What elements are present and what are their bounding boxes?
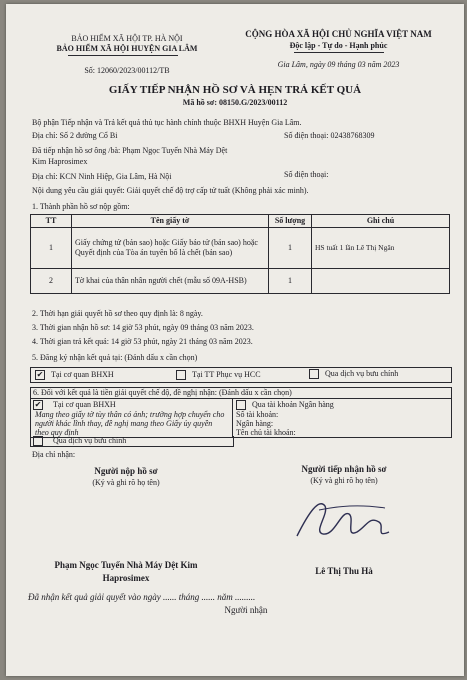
result-received-date: Đã nhận kết quả giải quyết vào ngày ...... tháng ...... năm .........: [28, 592, 256, 602]
section-1-heading: 1. Thành phần hồ sơ nộp gồm:: [32, 202, 130, 211]
option-label: Tại TT Phục vụ HCC: [192, 370, 261, 379]
option-label: Qua tài khoản Ngân hàng: [252, 400, 334, 409]
checked-icon: ✔: [34, 400, 42, 410]
row-tt: 2: [31, 269, 72, 294]
doc-number: Số: 12060/2023/00112/TB: [84, 66, 170, 75]
office-address: Địa chỉ: Số 2 đường Cổ Bi: [32, 131, 118, 140]
bank-label: Ngân hàng:: [236, 419, 274, 428]
checkbox-icon: [309, 369, 319, 379]
header-name: Tên giấy tờ: [72, 215, 269, 228]
applicant-address: Địa chỉ: KCN Ninh Hiệp, Gia Lâm, Hà Nội: [32, 172, 172, 181]
divider: [232, 399, 233, 437]
documents-table: [30, 214, 450, 294]
section-6-heading-box: [30, 387, 452, 398]
return-time: 4. Thời gian trả kết quả: 14 giờ 53 phút, ngày 21 tháng 03 năm 2023.: [32, 337, 253, 346]
header-note: Ghi chú: [312, 215, 450, 228]
applicant-name: Đã tiếp nhận hồ sơ ông /bà: Phạm Ngọc Tuyến Nhà Máy Dệt: [32, 146, 228, 155]
receive-address: Địa chỉ nhận:: [32, 450, 76, 459]
office-phone: Số điện thoại: 02438768309: [284, 131, 375, 140]
applicant-phone: Số điện thoại:: [284, 170, 329, 179]
section-5-heading: 5. Đăng ký nhận kết quả tại: (Đánh dấu x cần chọn): [32, 353, 198, 362]
file-code: Mã hồ sơ: 08150.G/2023/00112: [182, 98, 288, 107]
divider: [68, 55, 178, 56]
header-qty: Số lượng: [269, 215, 312, 228]
pickup-options-box: [30, 367, 452, 383]
option6-note: Mang theo giấy tờ tùy thân có ảnh; trường hợp chuyển cho người khác lĩnh thay, đề nghị mang theo Giấy ủy quyền theo quy định: [35, 410, 225, 437]
receiver-name: Lê Thị Thu Hà: [315, 566, 373, 576]
receiver-title: Người tiếp nhận hồ sơ: [301, 464, 387, 474]
option6-post[interactable]: [33, 436, 126, 446]
payment-options-box: [30, 398, 452, 438]
option6-bhxh[interactable]: [33, 400, 116, 410]
applicant-name-cont: Kim Haprosimex: [32, 157, 88, 166]
checked-icon: ✔: [36, 370, 44, 380]
checkbox-icon: [176, 370, 186, 380]
submitter-name-cont: Haprosimex: [102, 573, 150, 583]
row-note: [312, 269, 450, 294]
processing-duration: 2. Thời hạn giải quyết hồ sơ theo quy định là: 8 ngày.: [32, 309, 203, 318]
option6-post-box: [30, 436, 234, 447]
account-number-label: Số tài khoản:: [236, 410, 279, 419]
org-name-district: BẢO HIỂM XÃ HỘI HUYỆN GIA LÂM: [56, 44, 198, 53]
option-label: Tại cơ quan BHXH: [51, 370, 114, 379]
receiver-note: (Ký và ghi rõ họ tên): [310, 476, 378, 485]
option-label: Qua dịch vụ bưu chính: [53, 436, 127, 445]
section-6-heading: 6. Đối với kết quả là tiền giải quyết chế độ, đề nghị nhận: (Đánh dấu x cần chọn): [33, 388, 292, 397]
row-qty: 1: [269, 269, 312, 294]
row-qty: 1: [269, 228, 312, 269]
table-header-row: [31, 215, 450, 228]
row-name: Giấy chứng tử (bản sao) hoặc Giấy báo tử (bản sao) hoặc Quyết định của Tòa án tuyên bố là chết (bản sao): [72, 228, 269, 269]
account-name-label: Tên chủ tài khoản:: [236, 428, 296, 437]
country-name: CỘNG HÒA XÃ HỘI CHỦ NGHĨA VIỆT NAM: [245, 29, 432, 39]
option-bhxh[interactable]: [35, 370, 114, 380]
row-name: Tờ khai của thân nhân người chết (mẫu số 09A-HSB): [72, 269, 269, 294]
option-label: Qua dịch vụ bưu chính: [325, 369, 399, 378]
row-note: HS tuất 1 lần Lê Thị Ngân: [312, 228, 450, 269]
request-content: Nội dung yêu cầu giải quyết: Giải quyết chế độ trợ cấp tử tuất (Không phải xác minh).: [32, 186, 309, 195]
issue-date: Gia Lâm, ngày 09 tháng 03 năm 2023: [277, 60, 400, 69]
document-page: [6, 4, 464, 676]
table-row: [31, 228, 450, 269]
signature-icon: [289, 492, 399, 552]
motto: Độc lập - Tự do - Hạnh phúc: [289, 41, 388, 50]
table-row: [31, 269, 450, 294]
row-tt: 1: [31, 228, 72, 269]
recipient-label: Người nhận: [224, 605, 268, 615]
option-label: Tại cơ quan BHXH: [53, 400, 116, 409]
option6-bank[interactable]: [236, 400, 334, 410]
received-time: 3. Thời gian nhận hồ sơ: 14 giờ 53 phút, ngày 09 tháng 03 năm 2023.: [32, 323, 254, 332]
checkbox-icon: [33, 436, 43, 446]
checkbox-icon: [236, 400, 246, 410]
doc-title: GIẤY TIẾP NHẬN HỒ SƠ VÀ HẸN TRẢ KẾT QUẢ: [108, 84, 362, 96]
org-name-city: BẢO HIỂM XÃ HỘI TP. HÀ NỘI: [71, 34, 183, 43]
submitter-title: Người nộp hồ sơ: [94, 466, 158, 476]
office-line: Bộ phận Tiếp nhận và Trả kết quả thủ tục hành chính thuộc BHXH Huyện Gia Lâm.: [32, 118, 302, 127]
option-post[interactable]: [309, 369, 398, 379]
header-tt: TT: [31, 215, 72, 228]
submitter-note: (Ký và ghi rõ họ tên): [92, 478, 160, 487]
submitter-name: Phạm Ngọc Tuyến Nhà Máy Dệt Kim: [54, 560, 198, 570]
divider: [294, 52, 384, 53]
option-hcc[interactable]: [176, 370, 261, 380]
